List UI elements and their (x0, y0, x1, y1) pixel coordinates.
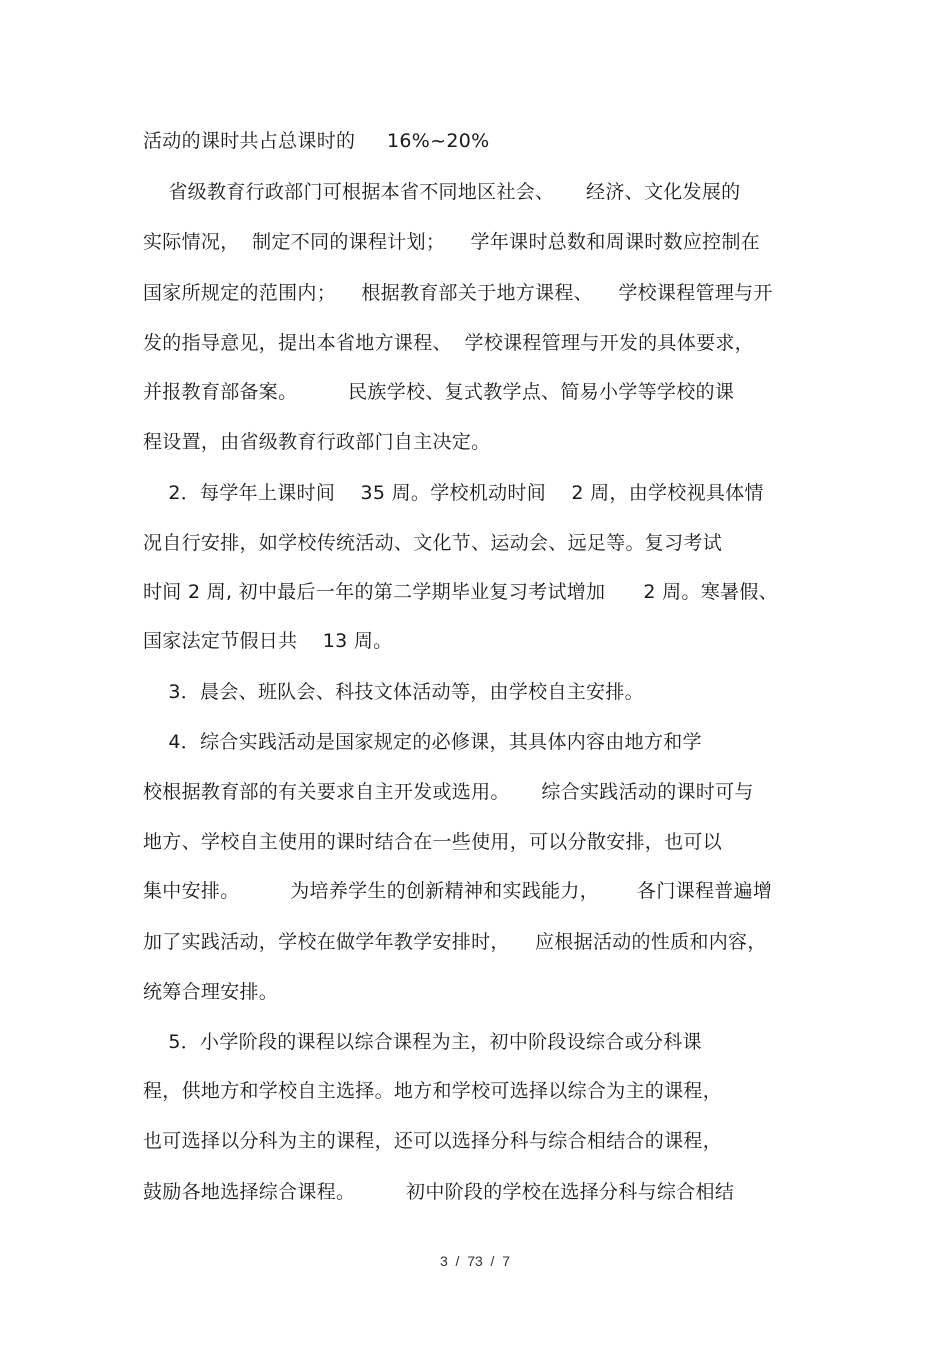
page-number: 3 / 73 / 7 (439, 1253, 511, 1269)
text-line: 并报教育部备案。 民族学校、复式教学点、简易小学等学校的课 (143, 381, 735, 403)
text-line: 国家法定节假日共 13 周。 (143, 630, 393, 652)
text-line: 5．小学阶段的课程以综合课程为主，初中阶段设综合或分科课 (143, 1031, 702, 1053)
text-line: 程设置，由省级教育行政部门自主决定。 (143, 431, 491, 453)
text-line: 3．晨会、班队会、科技文体活动等，由学校自主安排。 (143, 681, 644, 703)
text-line: 校根据教育部的有关要求自主开发或选用。 综合实践活动的课时可与 (143, 781, 754, 803)
text-line: 2．每学年上课时间 35 周。学校机动时间 2 周，由学校视具体情 (143, 482, 764, 504)
text-line: 也可选择以分科为主的课程，还可以选择分科与综合相结合的课程， (143, 1130, 723, 1152)
text-line: 集中安排。 为培养学生的创新精神和实践能力， 各门课程普遍增 (143, 880, 773, 902)
text-line: 鼓励各地选择综合课程。 初中阶段的学校在选择分科与综合相结 (143, 1181, 735, 1203)
text-line: 加了实践活动，学校在做学年教学安排时， 应根据活动的性质和内容， (143, 931, 767, 953)
text-line: 4．综合实践活动是国家规定的必修课，其具体内容由地方和学 (143, 731, 702, 753)
text-line: 地方、学校自主使用的课时结合在一些使用，可以分散安排，也可以 (143, 831, 723, 853)
text-line: 发的指导意见，提出本省地方课程、 学校课程管理与开发的具体要求， (143, 332, 754, 354)
text-line: 省级教育行政部门可根据本省不同地区社会、 经济、文化发展的 (143, 181, 741, 203)
text-line: 活动的课时共占总课时的 16%~20% (143, 130, 490, 152)
text-line: 程，供地方和学校自主选择。地方和学校可选择以综合为主的课程， (143, 1080, 723, 1102)
text-line: 国家所规定的范围内； 根据教育部关于地方课程、 学校课程管理与开 (143, 282, 773, 304)
text-line: 实际情况， 制定不同的课程计划； 学年课时总数和周课时数应控制在 (143, 231, 761, 253)
text-line: 况自行安排，如学校传统活动、文化节、运动会、远足等。复习考试 (143, 532, 723, 554)
text-line: 统筹合理安排。 (143, 981, 279, 1003)
text-line: 时间 2 周, 初中最后一年的第二学期毕业复习考试增加 2 周。寒暑假、 (143, 581, 778, 603)
